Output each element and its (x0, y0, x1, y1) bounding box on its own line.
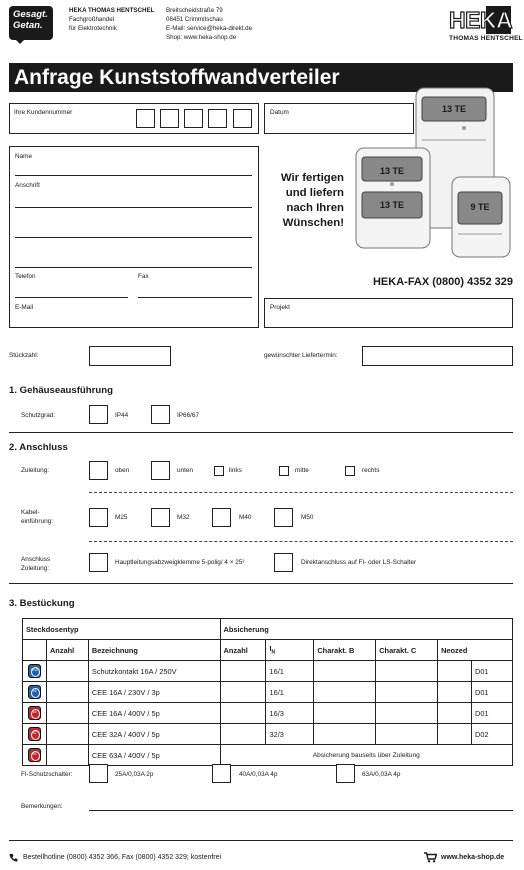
rechts-label: rechts (362, 467, 380, 474)
neozed-check-cell[interactable] (438, 661, 472, 682)
direkt-checkbox[interactable] (274, 553, 293, 572)
neozed-check-cell[interactable] (438, 703, 472, 724)
bestueckung-table (22, 618, 513, 766)
neozed-check-cell[interactable] (438, 724, 472, 745)
promo-line2: und liefern (285, 187, 344, 199)
th-steckdosentyp: Steckdosentyp (23, 619, 221, 640)
fax-label: Fax (138, 273, 149, 280)
in-cell: 16/1 (266, 661, 314, 682)
th-absicherung: Absicherung (220, 619, 512, 640)
direkt-label: Direktanschluss auf FI- oder LS-Schalter (301, 559, 417, 566)
anzahl-cell[interactable] (46, 703, 88, 724)
neozed-check-cell[interactable] (438, 682, 472, 703)
gesagt-getan-badge (9, 6, 53, 40)
links-checkbox[interactable] (214, 466, 224, 476)
klemme-label: Hauptleitungsabzweigklemme 5-polig/ 4 × 25² (115, 559, 245, 566)
bezeichnung-cell: CEE 63A / 400V / 5p (88, 745, 220, 766)
cee-blue-socket-icon (28, 685, 41, 699)
neozed-cell: D01 (471, 703, 512, 724)
kundennummer-digit-1[interactable] (136, 109, 155, 128)
th-charb: Charakt. B (314, 640, 376, 661)
anzahl-cell[interactable] (46, 661, 88, 682)
bezeichnung-cell: Schutzkontakt 16A / 250V (88, 661, 220, 682)
fi-25a-label: 25A/0,03A 2p (115, 771, 154, 778)
promo-line3: nach Ihren (286, 202, 344, 214)
projekt-label: Projekt (270, 304, 290, 311)
anzahl-cell[interactable] (46, 682, 88, 703)
company-line2: Fachgroßhandel (69, 16, 115, 23)
table-row (23, 703, 513, 724)
ip66-label: IP66/67 (177, 412, 200, 419)
socket-icon-text: 32 (32, 731, 37, 735)
bemerkungen-field[interactable] (89, 810, 513, 811)
projekt-field[interactable] (264, 298, 513, 328)
fi-63a-checkbox[interactable] (336, 764, 355, 783)
zuleitung-divider (89, 492, 513, 493)
socket-icon-cell (23, 745, 47, 766)
table-header-row-1 (23, 619, 513, 640)
m32-label: M32 (177, 514, 190, 521)
table-row (23, 661, 513, 682)
m25-checkbox[interactable] (89, 508, 108, 527)
box-label-mid-bottom: 13 TE (379, 200, 404, 210)
table-row (23, 724, 513, 745)
telefon-field[interactable] (15, 297, 128, 298)
kundennummer-digit-4[interactable] (208, 109, 227, 128)
section1-divider (9, 432, 513, 433)
charb-cell[interactable] (314, 682, 376, 703)
m25-label: M25 (115, 514, 128, 521)
table-header-row-2 (23, 640, 513, 661)
table-row (23, 682, 513, 703)
box-label-mid-top: 13 TE (379, 166, 404, 176)
anzahl-cell[interactable] (46, 745, 88, 766)
klemme-checkbox[interactable] (89, 553, 108, 572)
bezeichnung-cell: CEE 16A / 400V / 5p (88, 703, 220, 724)
absicherung-note-cell: Absicherung bauseits über Zuleitung (220, 745, 512, 766)
city: 08451 Crimmitschau (166, 16, 223, 23)
abs-anzahl-cell[interactable] (220, 703, 266, 724)
kundennummer-digit-2[interactable] (160, 109, 179, 128)
stueckzahl-label: Stückzahl: (9, 352, 39, 359)
socket-icon-cell (23, 703, 47, 724)
socket-icon-text: SSD (30, 668, 39, 672)
fi-40a-checkbox[interactable] (212, 764, 231, 783)
fi-63a-label: 63A/0,03A 4p (362, 771, 401, 778)
th-bezeichnung: Bezeichnung (88, 640, 220, 661)
badge-line1: Gesagt. (13, 9, 48, 20)
kundennummer-digit-5[interactable] (233, 109, 252, 128)
abs-anzahl-cell[interactable] (220, 724, 266, 745)
fax-field[interactable] (138, 297, 252, 298)
charc-cell[interactable] (376, 661, 438, 682)
cee-red-socket-icon (28, 748, 41, 762)
email-link[interactable]: E-Mail: service@heka-direkt.de (166, 25, 253, 32)
heka-logo-sub: THOMAS HENTSCHEL (449, 35, 523, 42)
badge-line2: Getan. (13, 20, 43, 31)
charb-cell[interactable] (314, 724, 376, 745)
kabel-label (21, 508, 53, 526)
ip66-checkbox[interactable] (151, 405, 170, 424)
zuleitung-label: Zuleitung: (21, 467, 50, 474)
badge-tail (14, 38, 26, 44)
anschluss-label-line2: Zuleitung: (21, 565, 50, 572)
datum-label: Datum (270, 109, 289, 116)
m50-checkbox[interactable] (274, 508, 293, 527)
datum-field[interactable] (264, 103, 414, 134)
socket-icon-cell (23, 724, 47, 745)
m32-checkbox[interactable] (151, 508, 170, 527)
liefertermin-field[interactable] (362, 346, 513, 366)
heka-fax: HEKA-FAX (0800) 4352 329 (372, 276, 513, 288)
th-in-sub: N (271, 649, 276, 656)
neozed-cell: D01 (471, 682, 512, 703)
section3-title: 3. Bestückung (9, 598, 75, 609)
anzahl-cell[interactable] (46, 724, 88, 745)
bezeichnung-cell: CEE 32A / 400V / 5p (88, 724, 220, 745)
m40-label: M40 (239, 514, 252, 521)
street: Breitscheidstraße 79 (166, 7, 223, 14)
anschrift-field-1[interactable] (15, 207, 252, 208)
anschrift-field-3[interactable] (15, 267, 252, 268)
th-in (266, 640, 314, 661)
fi-label: FI-Schutzschalter: (21, 771, 73, 778)
schutzgrad-label: Schutzgrad: (21, 412, 56, 419)
m40-checkbox[interactable] (212, 508, 231, 527)
fi-40a-label: 40A/0,03A 4p (239, 771, 278, 778)
company-block (69, 6, 154, 33)
company-line3: für Elektrotechnik (69, 25, 117, 32)
heka-logo (449, 6, 511, 34)
name-label: Name (15, 153, 33, 160)
table-row (23, 745, 513, 766)
anschluss-label (21, 555, 50, 573)
charc-cell[interactable] (376, 724, 438, 745)
charb-cell[interactable] (314, 661, 376, 682)
section1-title: 1. Gehäuseausführung (9, 385, 113, 396)
abs-anzahl-cell[interactable] (220, 661, 266, 682)
in-cell: 32/3 (266, 724, 314, 745)
section2-divider (9, 583, 513, 584)
email-label: E-Mail (15, 304, 34, 311)
promo-line1: Wir fertigen (280, 172, 344, 184)
ip44-checkbox[interactable] (89, 405, 108, 424)
section2-title: 2. Anschluss (9, 442, 68, 453)
links-label: links (229, 467, 242, 474)
cee-red-socket-icon (28, 706, 41, 720)
box-label-small: 9 TE (470, 202, 490, 212)
telefon-label: Telefon (15, 273, 36, 280)
phone-icon (9, 853, 18, 862)
mitte-checkbox[interactable] (279, 466, 289, 476)
in-cell: 16/1 (266, 682, 314, 703)
fi-25a-checkbox[interactable] (89, 764, 108, 783)
charc-cell[interactable] (376, 703, 438, 724)
cee-red-socket-icon (28, 727, 41, 741)
footer-shop-link[interactable]: www.heka-shop.de (441, 854, 505, 861)
neozed-cell: D01 (471, 661, 512, 682)
page-title: Anfrage Kunststoffwandverteiler (14, 66, 340, 89)
anschrift-field-2[interactable] (15, 237, 252, 238)
in-cell: 16/3 (266, 703, 314, 724)
th-anzahl: Anzahl (46, 640, 88, 661)
schuko-socket-icon (28, 664, 41, 678)
stueckzahl-field[interactable] (89, 346, 171, 366)
socket-icon-cell (23, 682, 47, 703)
oben-checkbox[interactable] (89, 461, 108, 480)
kundennummer-digit-3[interactable] (184, 109, 203, 128)
company-name: HEKA THOMAS HENTSCHEL (69, 7, 155, 14)
shop-link[interactable]: Shop: www.heka-shop.de (166, 34, 237, 41)
unten-label: unten (177, 467, 193, 474)
bemerkungen-label: Bemerkungen: (21, 803, 63, 810)
unten-checkbox[interactable] (151, 461, 170, 480)
socket-icon-text: 16 (32, 710, 37, 714)
ip44-label: IP44 (115, 412, 129, 419)
oben-label: oben (115, 467, 130, 474)
bemerkungen-field-2[interactable] (9, 840, 513, 841)
name-field[interactable] (15, 175, 252, 176)
th-anzahl2: Anzahl (220, 640, 266, 661)
box-label-large: 13 TE (441, 104, 466, 114)
m50-label: M50 (301, 514, 314, 521)
footer-hotline: Bestellhotline (0800) 4352 366, Fax (0800) 4352 329; kostenfrei (23, 854, 222, 861)
address-block (166, 6, 252, 42)
anschrift-label: Anschrift (15, 182, 40, 189)
th-charc: Charakt. C (376, 640, 438, 661)
shopping-cart-icon (424, 852, 437, 863)
th-neozed: Neozed (438, 640, 513, 661)
kabel-label-line2: einführung: (21, 518, 53, 525)
th-in-main: I (269, 644, 272, 654)
kabel-divider (89, 541, 513, 542)
socket-icon-text: 63 (32, 752, 37, 756)
liefertermin-label: gewünschter Liefertermin: (264, 352, 338, 359)
anschluss-label-line1: Anschluss (21, 556, 51, 563)
socket-icon-text: 16 (32, 689, 37, 693)
promo-line4: Wünschen! (282, 217, 344, 229)
mitte-label: mitte (295, 467, 309, 474)
rechts-checkbox[interactable] (345, 466, 355, 476)
bezeichnung-cell: CEE 16A / 230V / 3p (88, 682, 220, 703)
abs-anzahl-cell[interactable] (220, 682, 266, 703)
kabel-label-line1: Kabel- (21, 509, 40, 516)
kundennummer-label: Ihre Kundennummer (14, 109, 73, 116)
neozed-cell: D02 (471, 724, 512, 745)
charb-cell[interactable] (314, 703, 376, 724)
promo-text (262, 171, 344, 231)
charc-cell[interactable] (376, 682, 438, 703)
heka-logo-text: HEKA (449, 7, 513, 33)
th-icon (23, 640, 47, 661)
socket-icon-cell (23, 661, 47, 682)
